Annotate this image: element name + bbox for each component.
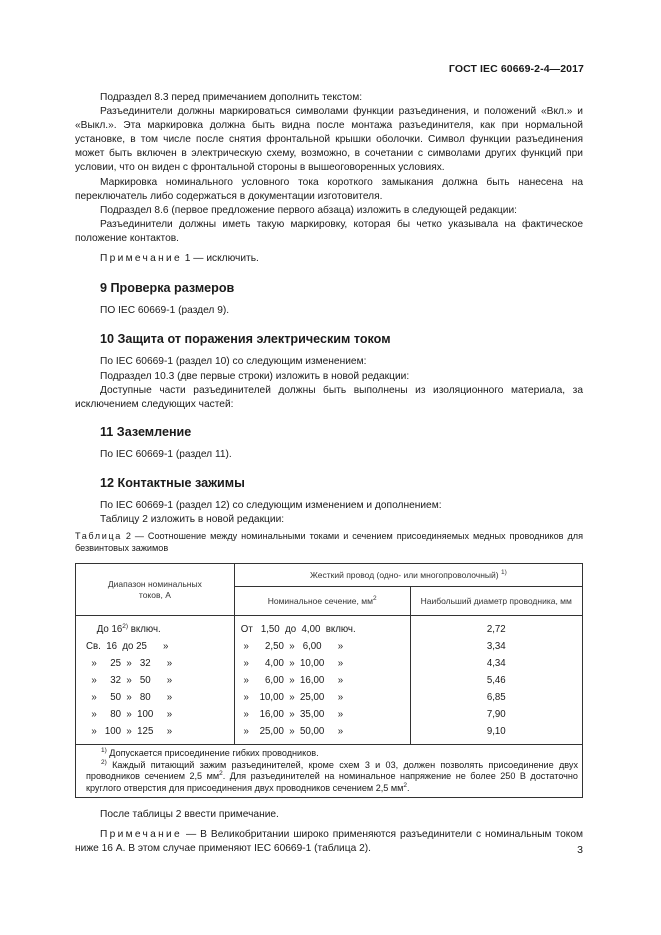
footnote-2-sup: 2 xyxy=(219,770,223,778)
header-range-text: Диапазон номинальных токов, А xyxy=(107,578,202,600)
cell-range: » 80 » 100 » xyxy=(76,706,235,723)
cell-diameter: 7,90 xyxy=(410,706,583,723)
footnote-2-text-c: . xyxy=(407,782,410,793)
footnote-ref: 1) xyxy=(501,568,507,576)
cell-diameter: 2,72 xyxy=(410,616,583,639)
cell-diameter: 4,34 xyxy=(410,655,583,672)
paragraph: По IEC 60669-1 (раздел 10) со следующим изменением: xyxy=(100,356,367,368)
table-footnotes xyxy=(76,745,583,798)
note xyxy=(75,828,583,856)
paragraph: Маркировка номинального условного тока короткого замыкания должна быть нанесена на переключатель либо содержаться в документации изготовителя. xyxy=(75,176,583,202)
header-range xyxy=(76,564,235,616)
cell-diameter: 3,34 xyxy=(410,638,583,655)
paragraph: ПО IEC 60669-1 (раздел 9). xyxy=(100,305,230,317)
section-heading: 12 Контактные зажимы xyxy=(100,475,245,490)
note xyxy=(75,252,583,266)
cell-range: » 100 » 125 » xyxy=(76,723,235,745)
header-wire xyxy=(234,564,582,587)
cell-range: » 25 » 32 » xyxy=(76,655,235,672)
note-label: Примечание xyxy=(100,253,182,265)
paragraph: По IEC 60669-1 (раздел 12) со следующим изменением и дополнением: xyxy=(100,500,442,512)
table-row xyxy=(76,689,583,706)
cell-diameter: 5,46 xyxy=(410,672,583,689)
cell-range: » 50 » 80 » xyxy=(76,689,235,706)
table-row xyxy=(76,616,583,639)
cell-section: » 16,00 » 35,00 » xyxy=(234,706,410,723)
footnote-ref: 2) xyxy=(122,622,129,630)
cell-section: » 4,00 » 10,00 » xyxy=(234,655,410,672)
table-caption-label: Таблица xyxy=(75,531,122,542)
cell-range xyxy=(76,616,235,639)
cell-section: От 1,50 до 4,00 включ. xyxy=(234,616,410,639)
page-number: 3 xyxy=(577,844,583,856)
header-section xyxy=(234,587,410,616)
header-section-sup: 2 xyxy=(372,594,377,602)
paragraph: Разъединители должны маркироваться символами функции разъединения, и положений «Вкл.» и «Выкл.». Эта маркировка должна быть видна после монтажа разъединителя, как при нормальной установке, в том числе после снятия фронтальной крышки оболочки. Символ функции разъединения может быть включен в электрическую схему, возможно, в сочетании с символами других функций при условии, что он виден с фронтальной стороны в вышеоговоренных условиях. xyxy=(75,106,583,174)
note-label: Примечание xyxy=(100,829,182,841)
range-after: включ. xyxy=(128,623,161,635)
section-heading: 10 Защита от поражения электрическим током xyxy=(100,332,391,347)
footnote-2-text-a: Каждый питающий зажим разъединителей, кроме схем 3 и 03, должен позволять присоединение двух проводников сечением 2,5 мм xyxy=(86,759,578,782)
paragraph: Подраздел 8.6 (первое предложение первого абзаца) изложить в следующей редакции: xyxy=(100,204,517,216)
cell-section: » 2,50 » 6,00 » xyxy=(234,638,410,655)
table-row xyxy=(76,638,583,655)
table-caption xyxy=(75,531,583,554)
page-content xyxy=(75,91,583,857)
footnote-2-sup: 2 xyxy=(403,781,407,789)
paragraph: Доступные части разъединителей должны быть выполнены из изоляционного материала, за исключением следующих частей: xyxy=(75,384,583,410)
footnote-2-text-b: . Для разъединителей на номинальное напряжение не более 250 В достаточно круглого отверстия для присоединения двух проводников сечением 2,5 мм xyxy=(86,771,578,793)
footnote-2 xyxy=(86,760,578,795)
document-id-header: ГОСТ IEC 60669-2-4—2017 xyxy=(448,63,584,75)
note-text: — В Великобритании широко применяются разъединители с номинальным током ниже 16 А. В этом случае применяют IEC 60669-1 (таблица 2). xyxy=(75,829,583,855)
header-diameter xyxy=(410,587,583,616)
paragraph: После таблицы 2 ввести примечание. xyxy=(100,809,279,821)
table-row xyxy=(76,723,583,745)
table-row xyxy=(76,655,583,672)
table-caption-text: 2 — Соотношение между номинальными токами и сечением присоединяемых медных проводников для безвинтовых зажимов xyxy=(75,531,583,553)
cell-diameter: 9,10 xyxy=(410,723,583,745)
table-row xyxy=(76,672,583,689)
section-heading: 9 Проверка размеров xyxy=(100,281,235,296)
cell-section: » 25,00 » 50,00 » xyxy=(234,723,410,745)
footnote-1-text: Допускается присоединение гибких проводников. xyxy=(106,748,319,759)
footnote-mark: 2) xyxy=(101,758,107,766)
paragraph: Подраздел 8.3 перед примечанием дополнить текстом: xyxy=(100,92,363,103)
paragraph: Разъединители должны иметь такую маркировку, которая бы четко указывала на фактическое положение контактов. xyxy=(75,218,583,244)
paragraph: Подраздел 10.3 (две первые строки) изложить в новой редакции: xyxy=(100,370,410,382)
paragraph: По IEC 60669-1 (раздел 11). xyxy=(100,448,232,460)
header-section-text: Номинальное сечение, мм xyxy=(267,595,373,606)
footnote-mark: 1) xyxy=(101,747,107,755)
range-text: До 16 xyxy=(86,623,123,635)
header-wire-text: Жесткий провод (одно- или многопроволочный) xyxy=(310,569,499,580)
cell-section: » 10,00 » 25,00 » xyxy=(234,689,410,706)
conductor-table xyxy=(75,563,583,798)
cell-diameter: 6,85 xyxy=(410,689,583,706)
cell-section: » 6,00 » 16,00 » xyxy=(234,672,410,689)
section-heading: 11 Заземление xyxy=(100,424,192,439)
paragraph: Таблицу 2 изложить в новой редакции: xyxy=(100,514,285,526)
cell-range: » 32 » 50 » xyxy=(76,672,235,689)
footnote-1 xyxy=(86,748,578,760)
cell-range: Св. 16 до 25 » xyxy=(76,638,235,655)
header-diameter-text: Наибольший диаметр проводника, мм xyxy=(420,595,572,606)
note-text: 1 — исключить. xyxy=(181,253,259,265)
table-row xyxy=(76,706,583,723)
